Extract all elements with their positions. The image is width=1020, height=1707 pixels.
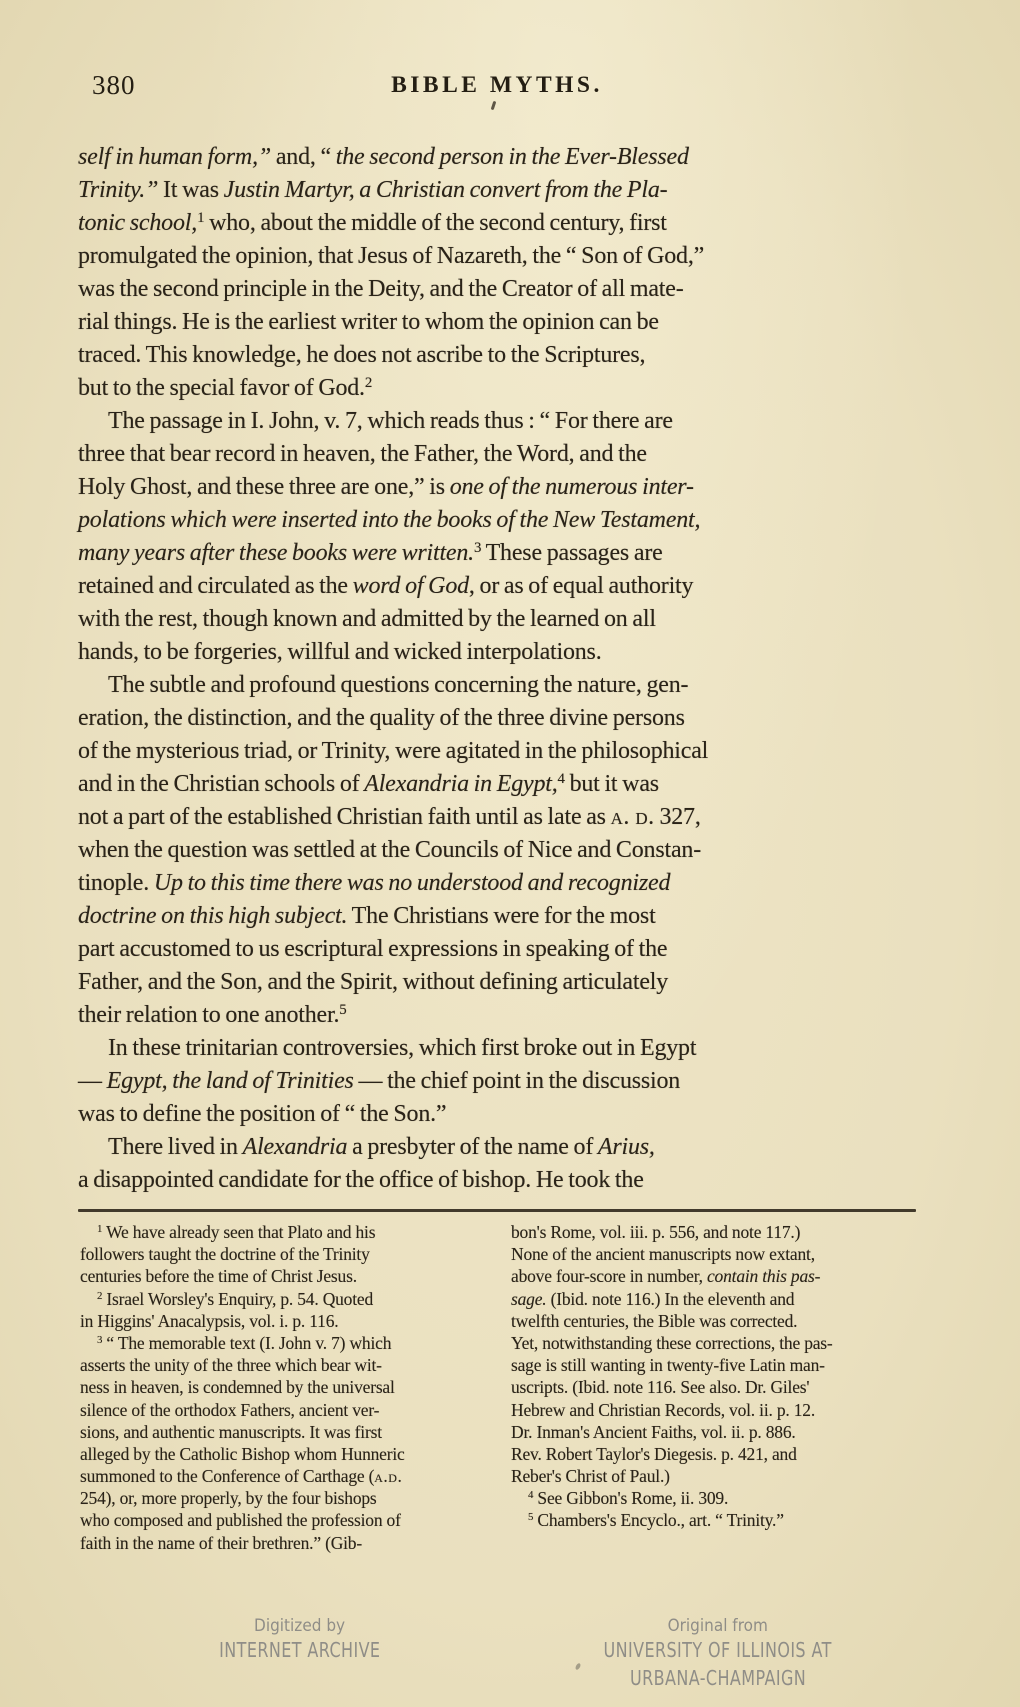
text-line: followers taught the doctrine of the Trinity (80, 1244, 370, 1265)
text-line: Hebrew and Christian Records, vol. ii. p. 12. (511, 1399, 816, 1420)
digitized-by-label: Digitized by (254, 1616, 346, 1636)
text-line: promulgated the opinion, that Jesus of Nazareth, the “ Son of God,” (78, 243, 705, 269)
text-line: sage is still wanting in twenty-five Latin man- (511, 1355, 825, 1376)
text-line: In these trinitarian controversies, which first broke out in Egypt (108, 1035, 697, 1061)
footnote-separator-rule (78, 1209, 916, 1212)
text-line: hands, to be forgeries, willful and wicked interpolations. (78, 639, 602, 665)
text-line: of the mysterious triad, or Trinity, were agitated in the philosophical (78, 738, 709, 764)
text-line: Reber's Christ of Paul.) (511, 1466, 670, 1487)
text-line: self in human form,” and, “ the second person in the Ever-Blessed (78, 144, 689, 170)
text-line: $^2$ Israel Worsley's Enquiry, p. 54. Quoted (97, 1288, 374, 1309)
text-line: bon's Rome, vol. iii. p. 556, and note 117.) (511, 1222, 801, 1242)
text-line: was to define the position of “ the Son.” (78, 1101, 447, 1127)
text-line: polations which were inserted into the books of the New Testament, (78, 507, 701, 533)
text-line: The subtle and profound questions concerning the nature, gen- (108, 672, 689, 698)
footnotes (80, 1221, 916, 1554)
text-line: many years after these books were written.$^3$ These passages are (78, 539, 663, 566)
text-line: sions, and authentic manuscripts. It was first (80, 1421, 382, 1442)
text-line: Rev. Robert Taylor's Diegesis. p. 421, and (511, 1443, 797, 1464)
text-line: retained and circulated as the word of God, or as of equal authority (78, 573, 694, 599)
text-line: Father, and the Son, and the Spirit, without defining articulately (78, 969, 669, 995)
text-line: tonic school,$^1$ who, about the middle of the second century, first (78, 209, 667, 236)
text-line: a disappointed candidate for the office of bishop. He took the (78, 1167, 644, 1193)
text-line: rial things. He is the earliest writer to whom the opinion can be (78, 309, 659, 335)
digitization-credit-left (150, 1616, 450, 1664)
text-line: $^3$ “ The memorable text (I. John v. 7) which (97, 1332, 392, 1353)
text-line: Dr. Inman's Ancient Faiths, vol. ii. p. 886. (511, 1421, 796, 1442)
text-line: $^4$ See Gibbon's Rome, ii. 309. (528, 1488, 729, 1509)
text-line: when the question was settled at the Councils of Nice and Constan- (78, 837, 701, 863)
text-line: tinople. Up to this time there was no understood and recognized (78, 870, 671, 896)
text-line: not a part of the established Christian faith until as late as a. d. 327, (78, 804, 701, 830)
text-line: who composed and published the profession of (80, 1510, 401, 1531)
running-header-title: BIBLE MYTHS. (391, 72, 603, 98)
text-line: eration, the distinction, and the quality of the three divine persons (78, 705, 685, 731)
text-line: was the second principle in the Deity, and the Creator of all mate- (78, 276, 684, 302)
digitization-credit-right (518, 1616, 918, 1692)
text-line: Yet, notwithstanding these corrections, the pas- (511, 1332, 833, 1353)
text-line: silence of the orthodox Fathers, ancient ver- (80, 1399, 380, 1420)
text-line: Trinity.” It was Justin Martyr, a Christian convert from the Pla- (78, 177, 668, 203)
text-line: None of the ancient manuscripts now extant, (511, 1244, 815, 1265)
text-line: faith in the name of their brethren.” (Gib- (80, 1532, 362, 1553)
text-line: above four-score in number, contain this pas- (511, 1266, 821, 1287)
text-line: in Higgins' Anacalypsis, vol. i. p. 116. (80, 1310, 339, 1331)
text-line: traced. This knowledge, he does not ascribe to the Scriptures, (78, 342, 646, 368)
footnote-column-right (511, 1221, 916, 1554)
ink-speck (491, 101, 497, 110)
text-line: alleged by the Catholic Bishop whom Hunneric (80, 1443, 405, 1464)
text-line: Holy Ghost, and these three are one,” is one of the numerous inter- (78, 474, 694, 500)
text-line: uscripts. (Ibid. note 116. See also. Dr. Giles' (511, 1377, 810, 1398)
text-line: three that bear record in heaven, the Father, the Word, and the (78, 441, 647, 467)
text-line: centuries before the time of Christ Jesus. (80, 1266, 357, 1287)
text-line: There lived in Alexandria a presbyter of the name of Arius, (108, 1134, 655, 1160)
text-line: with the rest, though known and admitted by the learned on all (78, 606, 656, 632)
text-line: 254), or, more properly, by the four bishops (80, 1488, 377, 1509)
text-line: asserts the unity of the three which bear wit- (80, 1355, 382, 1376)
internet-archive-label: INTERNET ARCHIVE (219, 1638, 381, 1662)
text-line: twelfth centuries, the Bible was corrected. (511, 1310, 798, 1331)
page-number: 380 (92, 70, 136, 100)
university-label-line2: URBANA-CHAMPAIGN (629, 1666, 807, 1690)
university-label-line1: UNIVERSITY OF ILLINOIS AT (603, 1638, 833, 1662)
text-line: their relation to one another.$^5$ (78, 1001, 347, 1028)
text-line: ness in heaven, is condemned by the universal (80, 1377, 395, 1398)
text-line: part accustomed to us escriptural expressions in speaking of the (78, 936, 668, 962)
text-line: doctrine on this high subject. The Christians were for the most (78, 903, 656, 929)
text-line: and in the Christian schools of Alexandria in Egypt,$^4$ but it was (78, 770, 659, 797)
text-line: sage. (Ibid. note 116.) In the eleventh and (511, 1288, 795, 1309)
text-line: The passage in I. John, v. 7, which reads thus : “ For there are (108, 408, 673, 434)
text-line: $^1$ We have already seen that Plato and his (97, 1222, 376, 1242)
original-from-label: Original from (667, 1616, 769, 1636)
footnote-column-left (80, 1221, 485, 1554)
text-line: summoned to the Conference of Carthage (a.d. (80, 1466, 403, 1487)
text-line: $^5$ Chambers's Encyclo., art. “ Trinity.” (528, 1510, 784, 1531)
text-line: but to the special favor of God.$^2$ (78, 374, 373, 401)
text-line: — Egypt, the land of Trinities — the chief point in the discussion (78, 1068, 681, 1094)
body-text (78, 141, 916, 1197)
